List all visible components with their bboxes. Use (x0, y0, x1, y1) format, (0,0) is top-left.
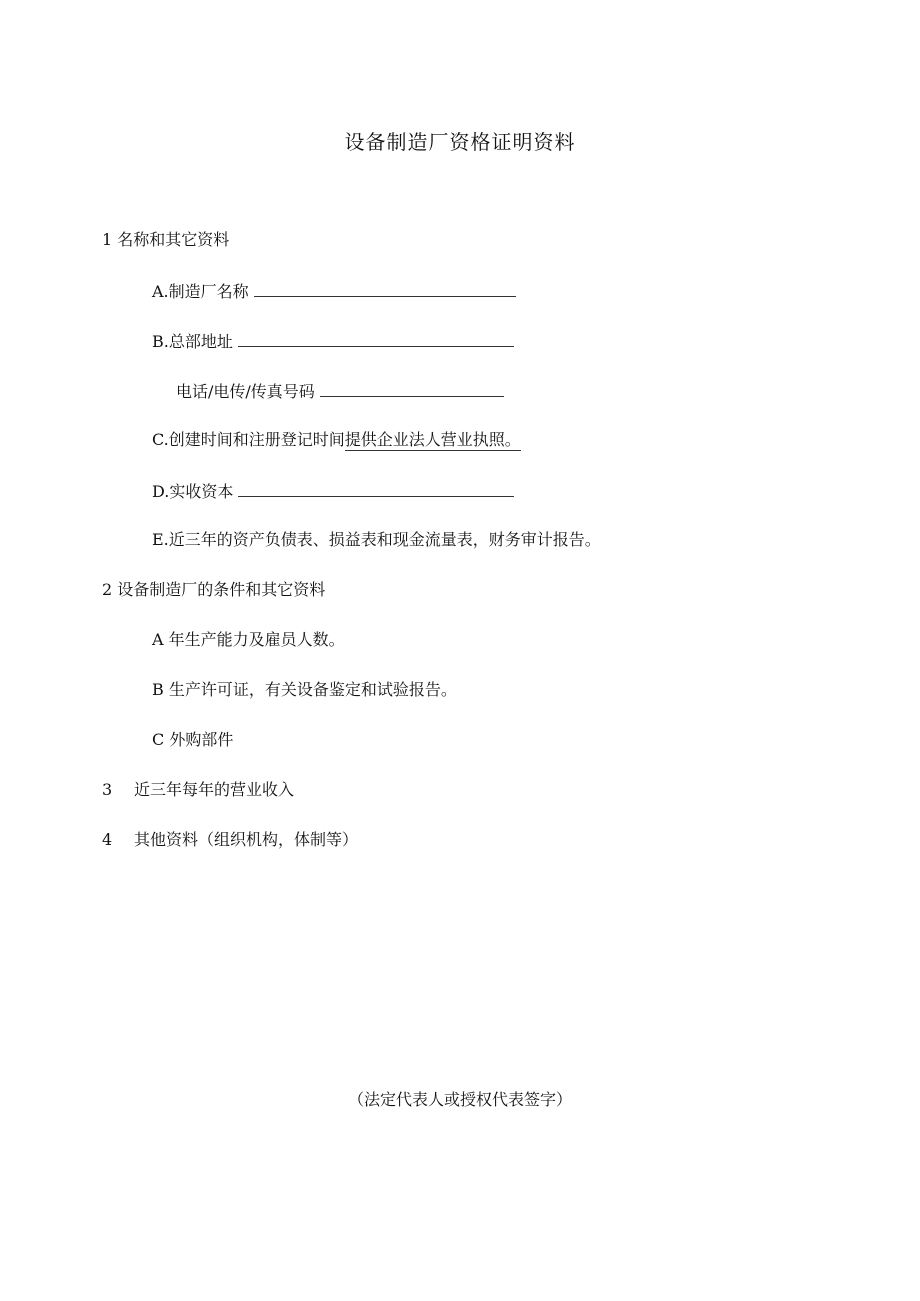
section-4-row (102, 829, 358, 851)
phone-fax-blank (320, 379, 504, 397)
headquarters-address-label: B.总部地址 (152, 332, 233, 351)
purchased-parts-item: C 外购部件 (152, 730, 234, 749)
section-4-number: 4 (102, 830, 113, 849)
section-3-number: 3 (102, 780, 113, 799)
phone-fax-label: 电话/电传/传真号码 (176, 382, 315, 401)
manufacturer-name-row (152, 279, 516, 301)
signature-line: （法定代表人或授权代表签字） (347, 1090, 572, 1109)
financial-statements-item: E.近三年的资产负债表、损益表和现金流量表，财务审计报告。 (152, 530, 601, 549)
section-3-text: 近三年每年的营业收入 (134, 780, 295, 799)
headquarters-address-row (152, 329, 514, 351)
section-3-row (102, 779, 294, 801)
section-2-heading: 2 设备制造厂的条件和其它资料 (102, 580, 326, 599)
manufacturer-name-label: A.制造厂名称 (152, 282, 249, 301)
founding-registration-label: C.创建时间和注册登记时间 (152, 430, 345, 449)
business-license-note: 提供企业法人营业执照。 (344, 430, 521, 449)
paid-in-capital-label: D.实收资本 (152, 482, 234, 501)
paid-in-capital-blank (238, 479, 514, 497)
section-4-text: 其他资料（组织机构，体制等） (134, 830, 359, 849)
phone-fax-row (176, 379, 504, 401)
document-title: 设备制造厂资格证明资料 (344, 130, 576, 154)
founding-registration-row (152, 429, 521, 451)
production-license-item: B 生产许可证，有关设备鉴定和试验报告。 (152, 680, 457, 699)
headquarters-address-blank (238, 329, 514, 347)
paid-in-capital-row (152, 479, 514, 501)
annual-capacity-item: A 年生产能力及雇员人数。 (152, 630, 345, 649)
manufacturer-name-blank (254, 279, 516, 297)
section-1-heading: 1 名称和其它资料 (102, 230, 230, 249)
